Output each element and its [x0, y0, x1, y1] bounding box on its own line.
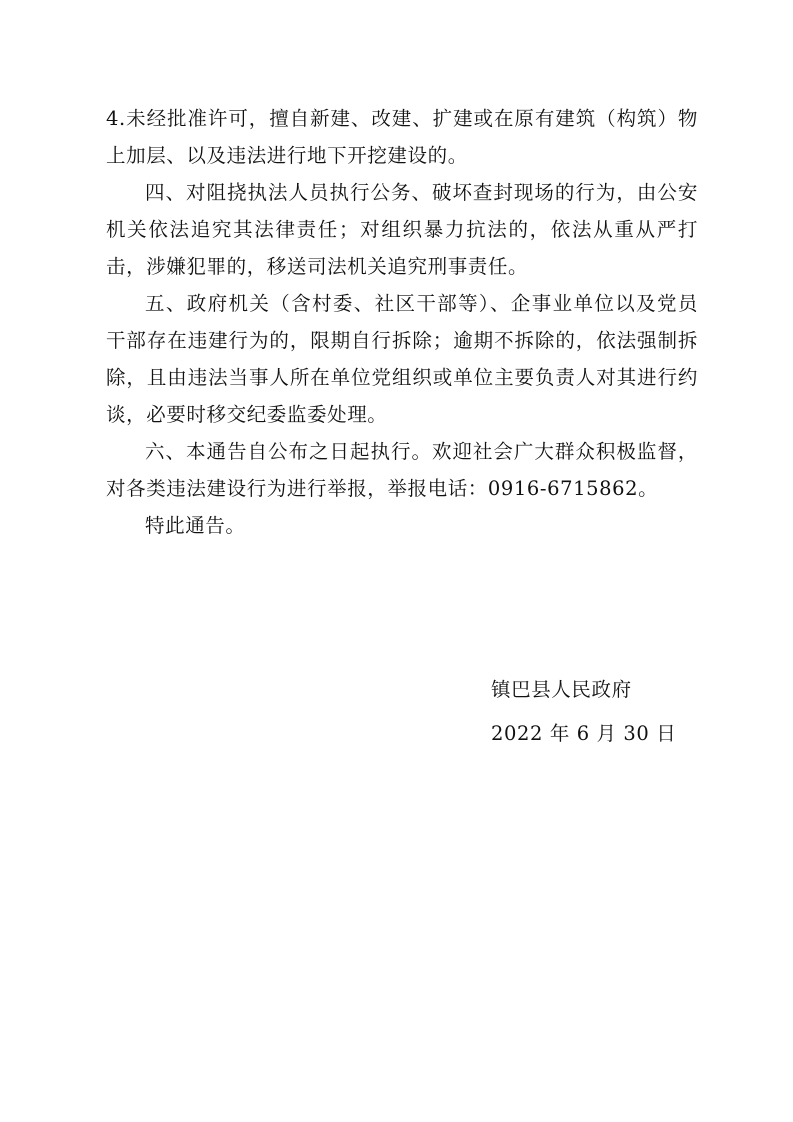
paragraph-closing: 特此通告。 [145, 514, 246, 537]
notice-body [106, 100, 698, 544]
signature-block [491, 668, 731, 756]
paragraph-item-4: 4.未经批准许可，擅自新建、改建、扩建或在原有建筑（构筑）物上加层、以及违法进行地下开挖建设的。 [106, 107, 698, 167]
issuer-name: 镇巴县人民政府 [491, 678, 632, 701]
paragraph-clause-5: 五、政府机关（含村委、社区干部等）、企事业单位以及党员干部存在违建行为的，限期自行拆除；逾期不拆除的，依法强制拆除，且由违法当事人所在单位党组织或单位主要负责人对其进行约谈，必要时移交纪委监委处理。 [106, 292, 698, 426]
paragraph-clause-6: 六、本通告自公布之日起执行。欢迎社会广大群众积极监督，对各类违法建设行为进行举报，举报电话：0916-6715862。 [106, 440, 698, 500]
paragraph-clause-4: 四、对阻挠执法人员执行公务、破坏查封现场的行为，由公安机关依法追究其法律责任；对组织暴力抗法的，依法从重从严打击，涉嫌犯罪的，移送司法机关追究刑事责任。 [106, 181, 698, 278]
issue-date: 2022 年 6 月 30 日 [491, 722, 677, 745]
